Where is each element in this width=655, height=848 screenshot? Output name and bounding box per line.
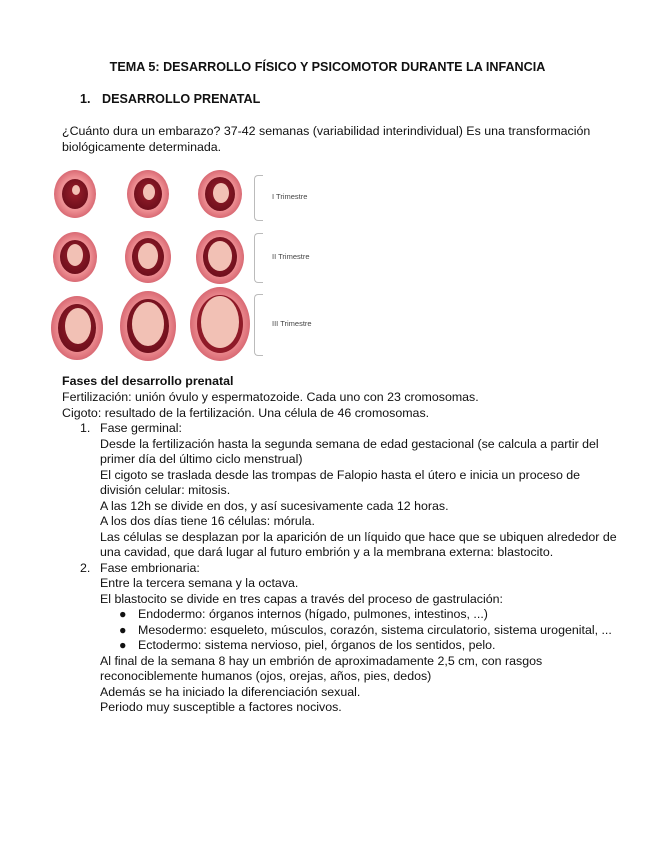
fertilizacion-line: Fertilización: unión óvulo y espermatozoide. Cada uno con 23 cromosomas. — [62, 390, 479, 404]
bullet-endodermo: Endodermo: órganos internos (hígado, pulmones, intestinos, ...) — [138, 607, 488, 621]
bullet-mesodermo: Mesodermo: esqueleto, músculos, corazón, sistema circulatorio, sistema urogenital, ... — [138, 623, 612, 637]
embrionaria-number: 2. — [80, 561, 91, 575]
germinal-line: El cigoto se traslada desde las trompas de Falopio hasta el útero e inicia un proceso de — [100, 468, 581, 482]
uterus-week-6 — [196, 230, 244, 284]
page-title: TEMA 5: DESARROLLO FÍSICO Y PSICOMOTOR DURANTE LA INFANCIA — [109, 60, 546, 74]
germinal-line: A los dos días tiene 16 células: mórula. — [100, 514, 315, 528]
bullet-icon: ● — [119, 607, 127, 621]
uterus-week-7 — [51, 296, 103, 360]
uterus-week-3 — [198, 170, 242, 218]
intro-line-1: ¿Cuánto dura un embarazo? 37-42 semanas (variabilidad interindividual) Es una transformación — [62, 124, 591, 138]
embrionaria-label: Fase embrionaria: — [100, 561, 200, 575]
embrionaria-line: Periodo muy susceptible a factores nocivos. — [100, 700, 342, 714]
embrionaria-line: Entre la tercera semana y la octava. — [100, 576, 299, 590]
embrionaria-line: Además se ha iniciado la diferenciación sexual. — [100, 685, 361, 699]
bullet-ectodermo: Ectodermo: sistema nervioso, piel, órganos de los sentidos, pelo. — [138, 638, 496, 652]
trimester-2-bracket — [254, 233, 263, 283]
trimester-3-label: III Trimestre — [272, 319, 312, 328]
germinal-line: división celular: mitosis. — [100, 483, 231, 497]
embrionaria-line: reconociblemente humanos (ojos, orejas, años, pies, dedos) — [100, 669, 432, 683]
fases-heading: Fases del desarrollo prenatal — [62, 374, 234, 388]
section-number: 1. — [80, 92, 91, 106]
uterus-week-8 — [120, 291, 176, 361]
section-heading — [80, 92, 260, 106]
trimester-2-label: II Trimestre — [272, 252, 310, 261]
germinal-number: 1. — [80, 421, 91, 435]
trimester-1-label: I Trimestre — [272, 192, 308, 201]
intro-line-2: biológicamente determinada. — [62, 140, 222, 154]
germinal-line: primer día del último ciclo menstrual) — [100, 452, 303, 466]
uterus-week-1 — [54, 170, 96, 218]
germinal-line: una cavidad, que dará lugar al futuro embrión y a la membrana externa: blastocito. — [100, 545, 554, 559]
trimester-3-bracket — [254, 294, 263, 356]
uterus-week-9 — [190, 287, 250, 361]
germinal-line: Desde la fertilización hasta la segunda semana de edad gestacional (se calcula a partir del — [100, 437, 599, 451]
embrionaria-line: Al final de la semana 8 hay un embrión de aproximadamente 2,5 cm, con rasgos — [100, 654, 543, 668]
embrionaria-line: El blastocito se divide en tres capas a través del proceso de gastrulación: — [100, 592, 503, 606]
cigoto-line: Cigoto: resultado de la fertilización. Una célula de 46 cromosomas. — [62, 406, 430, 420]
germinal-line: Las células se desplazan por la aparición de un líquido que hace que se ubiquen alrededor de — [100, 530, 617, 544]
uterus-week-4 — [53, 232, 97, 282]
uterus-week-5 — [125, 231, 171, 283]
bullet-icon: ● — [119, 638, 127, 652]
bullet-icon: ● — [119, 623, 127, 637]
section-title: DESARROLLO PRENATAL — [102, 92, 261, 106]
germinal-line: A las 12h se divide en dos, y así sucesivamente cada 12 horas. — [100, 499, 449, 513]
germinal-label: Fase germinal: — [100, 421, 182, 435]
trimester-1-bracket — [254, 175, 263, 221]
uterus-week-2 — [127, 170, 169, 218]
